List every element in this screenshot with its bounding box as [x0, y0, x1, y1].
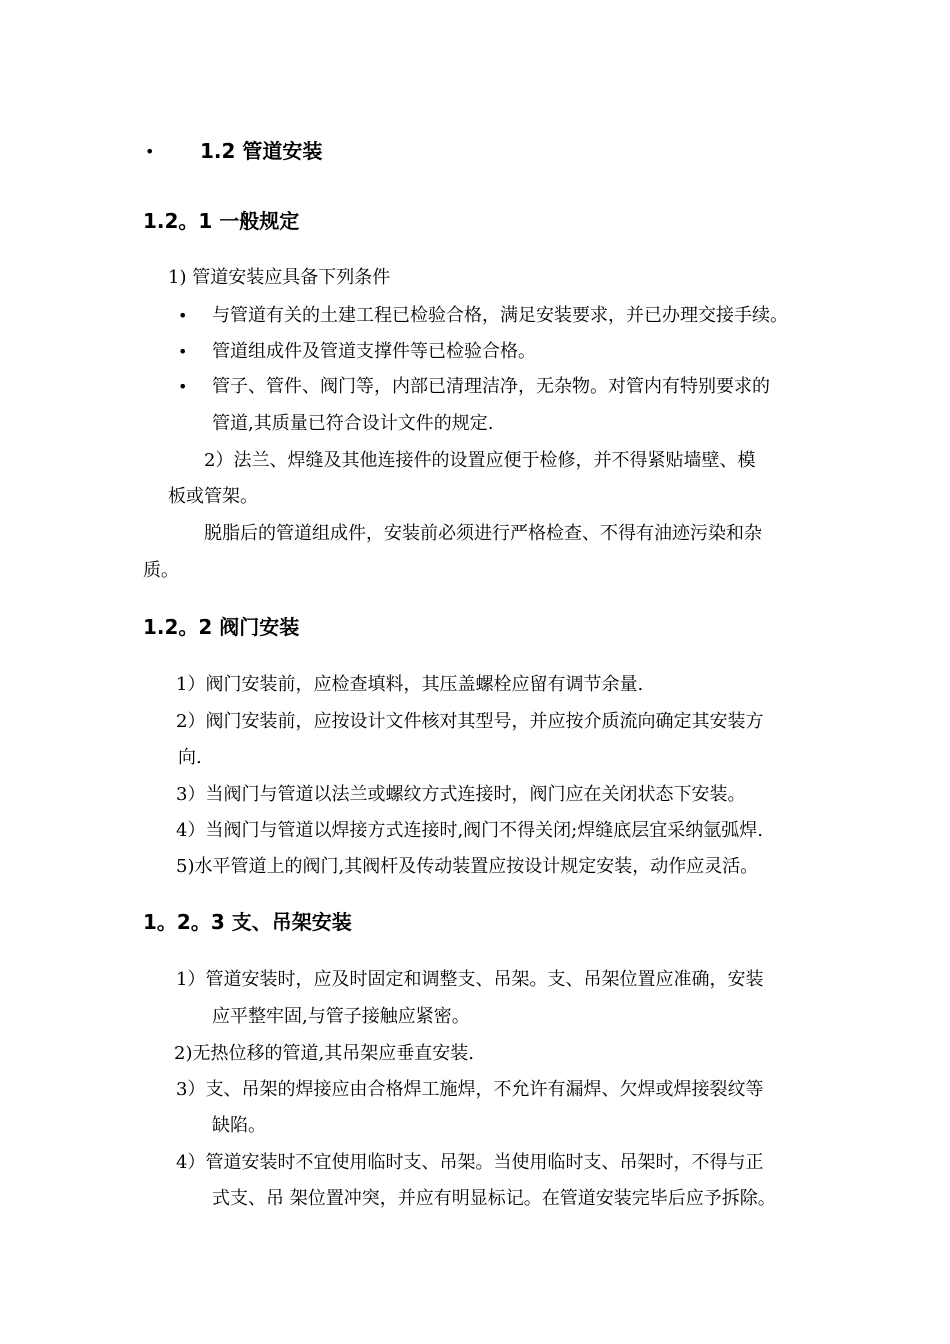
- heading-1-2-1: 1.2。1 一般规定: [143, 209, 300, 233]
- list-item: 3）当阀门与管道以法兰或螺纹方式连接时，阀门应在关闭状态下安装。: [176, 784, 746, 805]
- section-bullet: •: [145, 142, 155, 161]
- paragraph-line: 板或管架。: [168, 486, 258, 507]
- list-item: 管道组成件及管道支撑件等已检验合格。: [212, 341, 536, 362]
- list-item: 5)水平管道上的阀门,其阀杆及传动装置应按设计规定安装，动作应灵活。: [176, 856, 759, 877]
- heading-1-2-3: 1。2。3 支、吊架安装: [143, 910, 352, 934]
- conditions-intro: 1) 管道安装应具备下列条件: [168, 267, 391, 288]
- list-item-continuation: 向.: [178, 747, 202, 768]
- list-item-continuation: 应平整牢固,与管子接触应紧密。: [212, 1006, 470, 1027]
- list-bullet: •: [178, 342, 188, 361]
- paragraph-line: 2）法兰、焊缝及其他连接件的设置应便于检修，并不得紧贴墙壁、模: [204, 450, 756, 471]
- list-item-continuation: 管道,其质量已符合设计文件的规定.: [212, 413, 494, 434]
- list-item: 4）当阀门与管道以焊接方式连接时,阀门不得关闭;焊缝底层宜采纳氩弧焊.: [176, 820, 763, 841]
- paragraph-line: 质。: [143, 560, 179, 581]
- heading-1-2-2: 1.2。2 阀门安装: [143, 615, 300, 639]
- list-item: 与管道有关的土建工程已检验合格，满足安装要求，并已办理交接手续。: [212, 305, 788, 326]
- list-item: 1）管道安装时，应及时固定和调整支、吊架。支、吊架位置应准确，安装: [176, 969, 764, 990]
- list-item: 1）阀门安装前，应检查填料，其压盖螺栓应留有调节余量.: [176, 674, 644, 695]
- list-item-continuation: 缺陷。: [212, 1115, 266, 1136]
- list-item: 2）阀门安装前，应按设计文件核对其型号，并应按介质流向确定其安装方: [176, 711, 764, 732]
- list-item: 4）管道安装时不宜使用临时支、吊架。当使用临时支、吊架时，不得与正: [176, 1152, 764, 1173]
- list-item: 3）支、吊架的焊接应由合格焊工施焊，不允许有漏焊、欠焊或焊接裂纹等: [176, 1079, 764, 1100]
- paragraph-line: 脱脂后的管道组成件，安装前必须进行严格检查、不得有油迹污染和杂: [204, 523, 762, 544]
- list-bullet: •: [178, 306, 188, 325]
- section-title: 1.2 管道安装: [200, 139, 323, 163]
- list-bullet: •: [178, 377, 188, 396]
- list-item-continuation: 式支、吊 架位置冲突，并应有明显标记。在管道安装完毕后应予拆除。: [212, 1188, 776, 1209]
- list-item: 管子、管件、阀门等，内部已清理洁净，无杂物。对管内有特别要求的: [212, 376, 770, 397]
- list-item: 2)无热位移的管道,其吊架应垂直安装.: [174, 1043, 474, 1064]
